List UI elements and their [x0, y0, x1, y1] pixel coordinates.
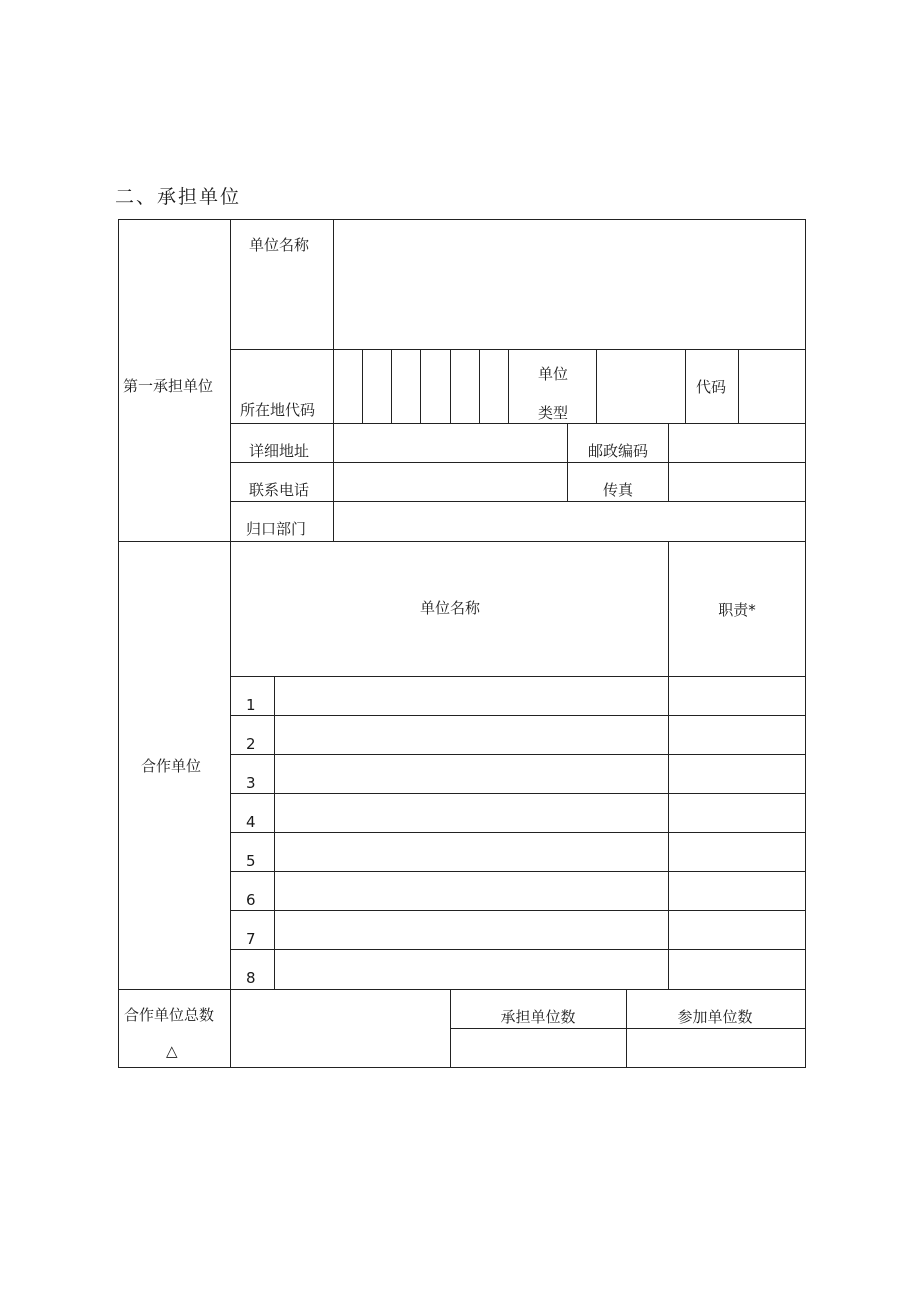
code-label: 代码	[695, 378, 727, 396]
location-code-label: 所在地代码	[240, 401, 316, 419]
department-label: 归口部门	[246, 520, 307, 538]
partner-row-number: 7	[246, 930, 256, 948]
fax-label: 传真	[602, 481, 634, 499]
divider-first-unit-labels	[333, 219, 334, 542]
partners-name-header: 单位名称	[419, 599, 481, 617]
code-label-divider-right	[738, 349, 739, 424]
divider-name-row	[230, 349, 806, 350]
partners-row-divider	[230, 871, 806, 872]
partners-duty-header: 职责*	[718, 601, 756, 619]
totals-header-divider	[450, 1028, 806, 1029]
participating-count-label: 参加单位数	[677, 1008, 753, 1026]
partner-row-number: 6	[246, 891, 256, 909]
partners-row-divider	[230, 754, 806, 755]
partner-row-number: 8	[246, 969, 256, 987]
table-border-top	[118, 219, 806, 220]
table-border-right	[805, 219, 806, 1068]
section-title: 二、承担单位	[115, 186, 242, 208]
partners-number-divider	[274, 676, 275, 990]
code-cell-divider	[420, 349, 421, 424]
undertaking-count-label: 承担单位数	[500, 1008, 576, 1026]
divider-partners-end	[118, 989, 806, 990]
code-cell-divider	[362, 349, 363, 424]
table-border-left	[118, 219, 119, 1068]
code-label-divider-left	[685, 349, 686, 424]
partners-row-divider	[230, 949, 806, 950]
partner-row-number: 1	[246, 696, 256, 714]
partners-row-divider	[230, 715, 806, 716]
partner-row-number: 5	[246, 852, 256, 870]
partner-row-number: 3	[246, 774, 256, 792]
unit-type-divider	[596, 349, 597, 424]
divider-left-col	[230, 219, 231, 1068]
unit-type-label-line1: 单位	[537, 365, 569, 383]
partner-row-number: 2	[246, 735, 256, 753]
partners-row-divider	[230, 910, 806, 911]
code-cell-divider	[479, 349, 480, 424]
partners-label: 合作单位	[141, 757, 202, 775]
unit-name-label: 单位名称	[249, 236, 310, 254]
unit-type-label-line2: 类型	[537, 404, 569, 422]
divider-location-row	[230, 423, 806, 424]
partners-header-divider	[230, 676, 806, 677]
postal-fax-divider	[668, 423, 669, 502]
table-border-bottom	[118, 1067, 806, 1068]
divider-address-row	[230, 462, 806, 463]
phone-label: 联系电话	[249, 481, 310, 499]
totals-label: 合作单位总数	[124, 1006, 215, 1024]
address-phone-divider	[567, 423, 568, 502]
address-label: 详细地址	[249, 442, 310, 460]
partner-row-number: 4	[246, 813, 256, 831]
partners-row-divider	[230, 793, 806, 794]
code-cell-divider	[508, 349, 509, 424]
code-cell-divider	[450, 349, 451, 424]
code-cell-divider	[391, 349, 392, 424]
partners-row-divider	[230, 832, 806, 833]
first-unit-label: 第一承担单位	[123, 377, 214, 395]
divider-first-unit-end	[118, 541, 806, 542]
totals-symbol: △	[166, 1042, 178, 1060]
divider-phone-row	[230, 501, 806, 502]
postal-code-label: 邮政编码	[587, 442, 649, 460]
partners-duty-divider	[668, 541, 669, 990]
